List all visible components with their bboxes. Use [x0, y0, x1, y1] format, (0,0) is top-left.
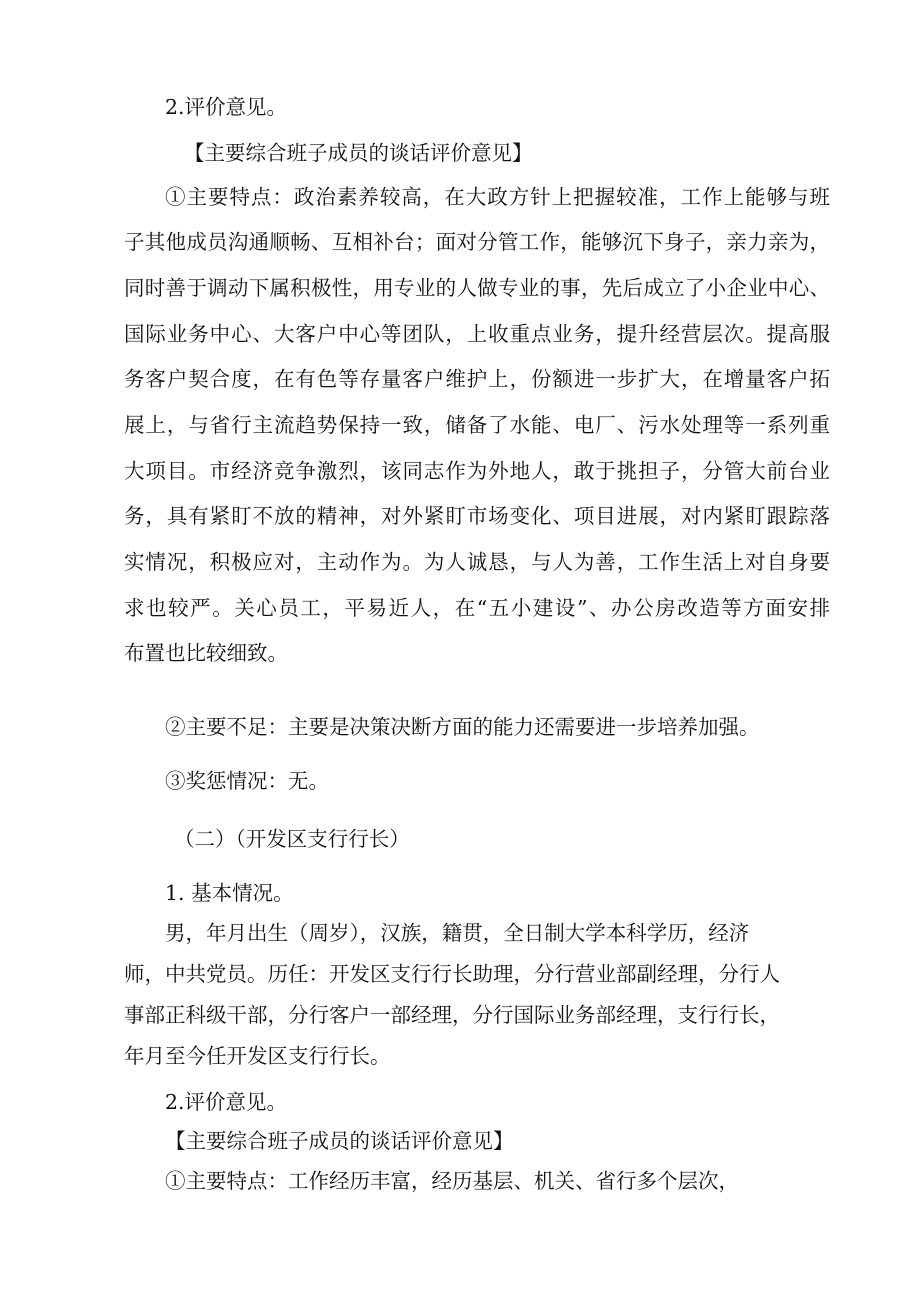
paragraph-line: 子其他成员沟通顺畅、互相补台；面对分管工作，能够沉下身子，亲力亲为， — [124, 230, 830, 254]
paragraph-line: 布置也比较细致。 — [124, 641, 288, 665]
rewards-line: ③奖惩情况：无。 — [165, 769, 329, 793]
paragraph-line: 年月至今任开发区支行行长。 — [124, 1044, 391, 1068]
paragraph-line: 师，中共党员。历任：开发区支行行长助理，分行营业部副经理，分行人 — [124, 962, 780, 986]
paragraph-line: ①主要特点：工作经历丰富，经历基层、机关、省行多个层次， — [165, 1169, 739, 1193]
paragraph-line: 男，年月出生（周岁），汉族，籍贯，全日制大学本科学历，经济 — [165, 921, 750, 945]
section-heading: 2.评价意见。 — [165, 1090, 288, 1114]
paragraph-line: 求也较严。关心员工，平易近人，在“五小建设”、办公房改造等方面安排 — [124, 596, 830, 620]
section-title: （二）（开发区支行行长） — [174, 827, 410, 851]
sub-heading: 【主要综合班子成员的谈话评价意见】 — [165, 1129, 514, 1153]
section-heading: 1. 基本情况。 — [165, 881, 294, 905]
paragraph-line: 事部正科级干部，分行客户一部经理，分行国际业务部经理，支行行长， — [124, 1003, 780, 1027]
section-heading: 2.评价意见。 — [165, 95, 288, 119]
paragraph-line: 展上，与省行主流趋势保持一致，储备了水能、电厂、污水处理等一系列重 — [124, 413, 830, 437]
paragraph-line: 同时善于调动下属积极性，用专业的人做专业的事，先后成立了小企业中心、 — [124, 276, 830, 300]
paragraph-line: 国际业务中心、大客户中心等团队，上收重点业务，提升经营层次。提高服 — [124, 322, 830, 346]
paragraph-line: 务客户契合度，在有色等存量客户维护上，份额进一步扩大，在增量客户拓 — [124, 367, 830, 391]
weakness-line: ②主要不足：主要是决策决断方面的能力还需要进一步培养加强。 — [165, 715, 760, 739]
sub-heading: 【主要综合班子成员的谈话评价意见】 — [184, 141, 533, 165]
paragraph-line: ①主要特点：政治素养较高，在大政方针上把握较准，工作上能够与班 — [165, 185, 830, 209]
paragraph-line: 大项目。市经济竞争激烈，该同志作为外地人，敢于挑担子，分管大前台业 — [124, 459, 830, 483]
paragraph-line: 务，具有紧盯不放的精神，对外紧盯市场变化、项目进展，对内紧盯跟踪落 — [124, 504, 830, 528]
paragraph-line: 实情况，积极应对，主动作为。为人诚恳，与人为善，工作生活上对自身要 — [124, 550, 830, 574]
